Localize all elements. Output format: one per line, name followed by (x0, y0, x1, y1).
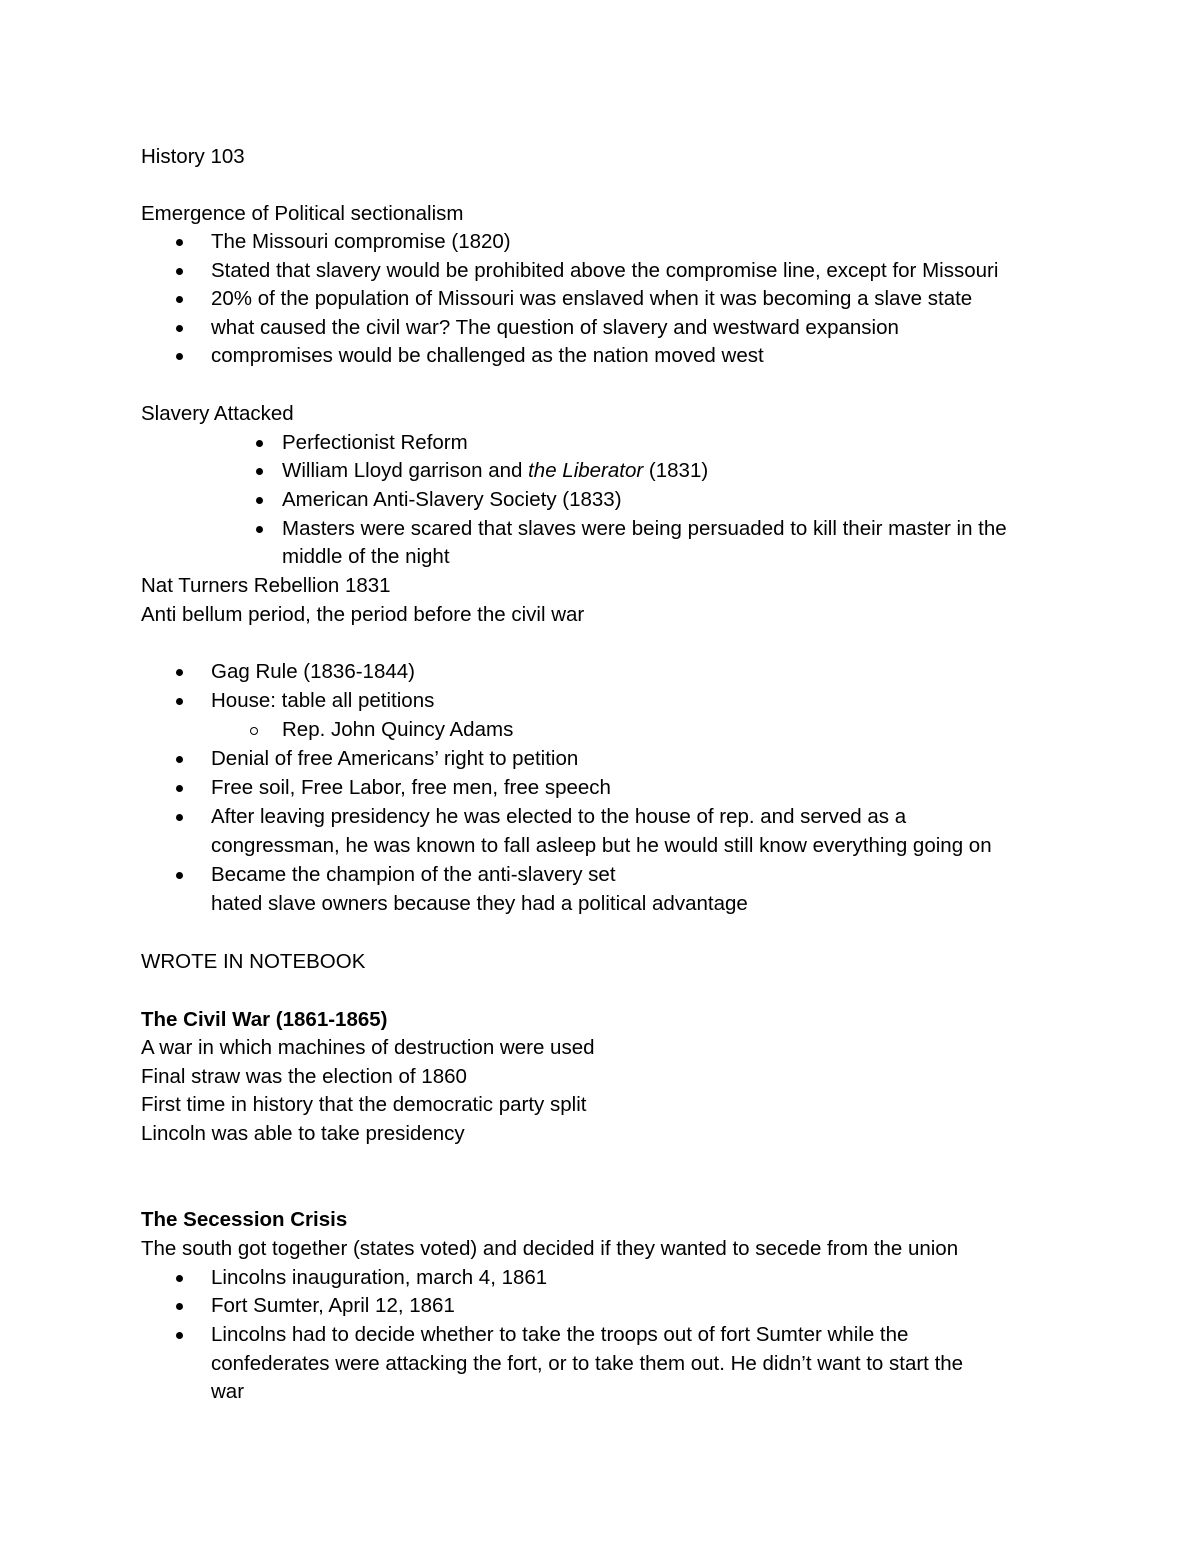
bullet-icon (176, 1332, 183, 1339)
list-item-continuation: congressman, he was known to fall asleep but he would still know everything going on (211, 834, 992, 857)
text-line: Lincoln was able to take presidency (141, 1122, 465, 1145)
list-item: After leaving presidency he was elected to the house of rep. and served as a (211, 805, 907, 828)
text-line: Anti bellum period, the period before the civil war (141, 603, 585, 626)
bullet-icon (176, 239, 183, 246)
list-item: compromises would be challenged as the nation moved west (211, 344, 764, 367)
list-item: Became the champion of the anti-slavery set (211, 863, 616, 886)
list-item: Denial of free Americans’ right to petition (211, 747, 579, 770)
text-line: First time in history that the democratic party split (141, 1093, 587, 1116)
bullet-icon (176, 872, 183, 879)
text-line: The south got together (states voted) and decided if they wanted to secede from the union (141, 1237, 959, 1260)
section-heading-secession: The Secession Crisis (141, 1208, 348, 1231)
list-item: 20% of the population of Missouri was enslaved when it was becoming a slave state (211, 287, 973, 310)
text-line: A war in which machines of destruction were used (141, 1036, 595, 1059)
list-item: Stated that slavery would be prohibited above the compromise line, except for Missouri (211, 259, 999, 282)
bullet-icon (176, 296, 183, 303)
bullet-icon (176, 756, 183, 763)
list-item-continuation: confederates were attacking the fort, or to take them out. He didn’t want to start the (211, 1352, 964, 1375)
list-item: House: table all petitions (211, 689, 435, 712)
bullet-icon (176, 785, 183, 792)
list-item (282, 457, 708, 486)
list-item: Perfectionist Reform (282, 431, 468, 454)
bullet-icon (176, 1303, 183, 1310)
bullet-icon (256, 526, 263, 533)
list-item-continuation: middle of the night (282, 545, 450, 568)
list-item: Lincolns inauguration, march 4, 1861 (211, 1266, 548, 1289)
section-heading-slavery-attacked: Slavery Attacked (141, 402, 294, 425)
bullet-icon (176, 669, 183, 676)
sub-bullet-icon (250, 727, 258, 735)
bullet-icon (256, 440, 263, 447)
text-line: Nat Turners Rebellion 1831 (141, 574, 391, 597)
document-title: History 103 (141, 145, 245, 168)
list-item: Gag Rule (1836-1844) (211, 660, 415, 683)
list-item: American Anti-Slavery Society (1833) (282, 488, 622, 511)
section-heading-civil-war: The Civil War (1861-1865) (141, 1008, 388, 1031)
bullet-icon (256, 497, 263, 504)
bullet-icon (176, 814, 183, 821)
liberator-title: the Liberator (528, 459, 644, 482)
list-item: Masters were scared that slaves were being persuaded to kill their master in the (282, 517, 1007, 540)
list-item-text: William Lloyd garrison and (282, 459, 529, 482)
bullet-icon (176, 1275, 183, 1282)
text-line: Final straw was the election of 1860 (141, 1065, 467, 1088)
section-heading-sectionalism: Emergence of Political sectionalism (141, 202, 464, 225)
bullet-icon (176, 353, 183, 360)
notebook-note: WROTE IN NOTEBOOK (141, 950, 366, 973)
liberator-year: (1831) (643, 459, 709, 482)
list-item-continuation: hated slave owners because they had a political advantage (211, 892, 748, 915)
bullet-icon (176, 325, 183, 332)
list-item: Lincolns had to decide whether to take the troops out of fort Sumter while the (211, 1323, 909, 1346)
list-item: Fort Sumter, April 12, 1861 (211, 1294, 455, 1317)
list-item: what caused the civil war? The question of slavery and westward expansion (211, 316, 899, 339)
list-item: Free soil, Free Labor, free men, free speech (211, 776, 611, 799)
list-item: The Missouri compromise (1820) (211, 230, 511, 253)
bullet-icon (256, 468, 263, 475)
list-item-continuation: war (211, 1380, 245, 1403)
bullet-icon (176, 698, 183, 705)
bullet-icon (176, 268, 183, 275)
sub-list-item: Rep. John Quincy Adams (282, 718, 514, 741)
